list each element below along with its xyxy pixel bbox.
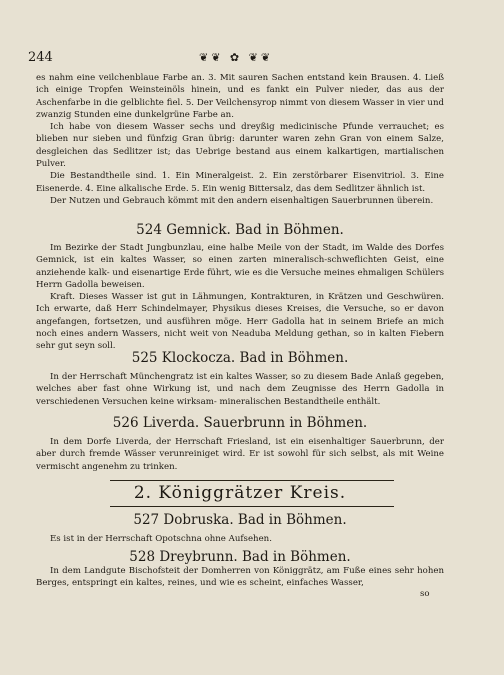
section-525-text [36,371,444,408]
page-header [0,50,504,66]
section-524-paragraph-2: Kraft. Dieses Wasser ist gut in Lähmungen, Kontrakturen, in Krätzen und Geschwüren. Ich erwarte, daß Herr Schindelmayer, Physikus dieses Kreises, die Versuche, so er davon angefangen, fortsetzen, und ausführen möge. Herr Gadolla hat in seinem Briefe an mich noch eines andern Wassers, nicht weit von Neaduba Meldung gethan, so in kalten Fiebern sehr gut seyn soll. [36,292,444,352]
section-divider [110,480,394,481]
section-heading-524: 524 Gemnick. Bad in Böhmen. [136,222,344,238]
header-ornament: ❦❦ ✿ ❦❦ [199,51,274,64]
section-heading-527: 527 Dobruska. Bad in Böhmen. [133,512,347,528]
section-526-paragraph: In dem Dorfe Liverda, der Herrschaft Friesland, ist ein eisenhaltiger Sauerbrunn, der aber durch fremde Wässer verunreiniget wird. Er ist sowohl für sich selbst, als mit Weine vermischt angenehm zu trinken. [36,437,444,472]
section-527-paragraph: Es ist in der Herrschaft Opotschna ohne Aufsehen. [50,534,272,544]
evaporation-paragraph: Ich habe von diesem Wasser sechs und dreyßig medicinische Pfunde verrauchet; es blieben nur sieben und fünfzig Gran übrig: darunter waren zehn Gran von einem Salze, desgleichen das Sedlitzer ist; das Uebrige bestand aus einem kalkartigen, martialischen Pulver. [36,122,444,170]
section-divider [110,506,394,507]
section-heading-528: 528 Dreybrunn. Bad in Böhmen. [129,549,351,565]
section-525-paragraph: In der Herrschaft Münchengratz ist ein kaltes Wasser, so zu diesem Bade Anlaß gegeben, welches aber fast ohne Wirkung ist, und nach dem Zeugnisse des Herrn Gadolla in verschiedenen Versuchen keine wirksam- mineralischen Bestandtheile enthält. [36,372,444,407]
page-number: 244 [28,50,53,65]
section-526-text [36,436,444,473]
section-528-paragraph: In dem Landgute Bischofsteit der Domherren von Königgrätz, am Fuße eines sehr hohen Berges, entspringt ein kaltes, reines, und wie es scheint, einfaches Wasser, [36,566,444,589]
mineral-analysis-text [36,72,444,207]
components-paragraph: Die Bestandtheile sind. 1. Ein Mineralgeist. 2. Ein zerstörbarer Eisenvitriol. 3. Eine Eisenerde. 4. Eine alkalische Erde. 5. Ein wenig Bittersalz, das dem Sedlitzer ähnlich ist. [36,171,444,194]
section-heading-525: 525 Klockocza. Bad in Böhmen. [131,350,349,366]
section-heading-526: 526 Liverda. Sauerbrunn in Böhmen. [112,415,368,431]
use-paragraph: Der Nutzen und Gebrauch kömmt mit den andern eisenhaltigen Sauerbrunnen überein. [50,195,434,206]
catchword: so [420,589,430,599]
section-527-text [36,533,444,545]
section-524-paragraph-1: Im Bezirke der Stadt Jungbunzlau, eine halbe Meile von der Stadt, im Walde des Dorfes Gemnick, ist ein kaltes Wasser, so einen zarten mineralisch-schweflichten Geist, eine anziehende kalk- und eisenartige Erde führt, wie es die Versuche meines ehmaligen Schülers Herrn Gadolla beweisen. [36,243,444,290]
section-524-text [36,242,444,353]
region-heading: 2. Königgrätzer Kreis. [133,483,347,503]
section-528-text [36,565,444,590]
test-results-paragraph: es nahm eine veilchenblaue Farbe an. 3. Mit sauren Sachen entstand kein Brausen. 4. Ließ ich einige Tropfen Weinsteinöls hinein, und es fankt ein Pulver nieder, das aus der Aschenfarbe in die gelblichte fiel. 5. Der Veilchensyrop nimmt von diesem Wasser in vier und zwanzig Stunden eine dunkelgrüne Farbe an. [36,73,444,120]
